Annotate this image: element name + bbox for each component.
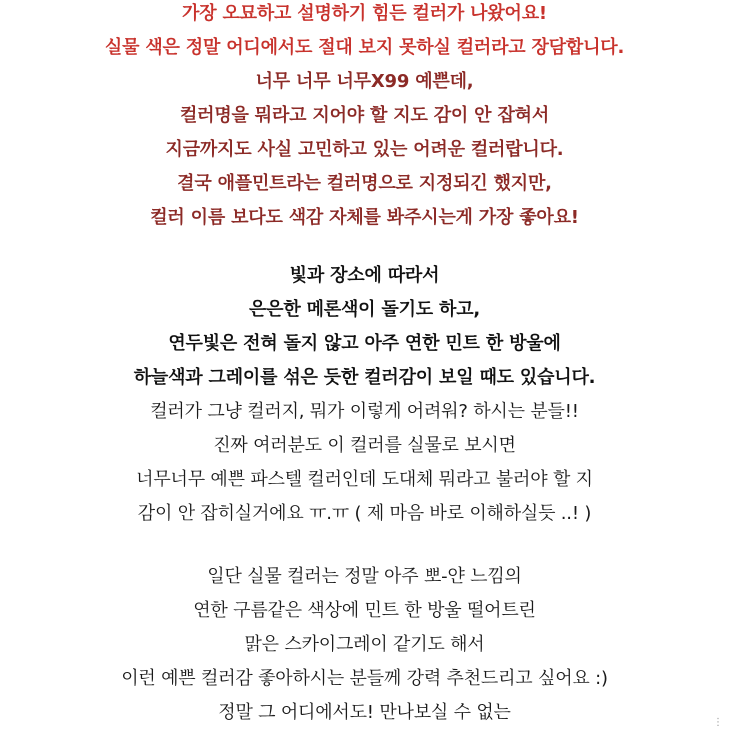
text-line: 연두빛은 전혀 돌지 않고 아주 연한 민트 한 방울에 [168,333,561,354]
text-line: 일단 실물 컬러는 정말 아주 뽀-얀 느낌의 [207,566,522,587]
text-line: 은은한 메론색이 돌기도 하고, [248,299,481,320]
text-line: 컬러가 그냥 컬러지, 뭐가 이렇게 어려워? 하시는 분들!! [150,401,579,422]
text-line: 지금까지도 사실 고민하고 있는 어려운 컬러랍니다. [165,139,564,160]
text-line: 실물 색은 정말 어디에서도 절대 보지 못하실 컬러라고 장담합니다. [104,37,625,58]
text-line: 이런 예쁜 컬러감 좋아하시는 분들께 강력 추천드리고 싶어요 :) [121,668,608,689]
text-line: 맑은 스카이그레이 같기도 해서 [244,634,485,655]
text-line: 감이 안 잡히실거에요 ㅠ.ㅠ ( 제 마음 바로 이해하실듯 ..! ) [137,503,592,524]
scroll-indicator-icon: ⋮ [713,717,723,728]
text-line: 너무 너무 너무X99 예쁜데, [255,71,474,92]
text-line: 가장 오묘하고 설명하기 힘든 컬러가 나왔어요! [182,3,547,24]
text-line: 컬러 이름 보다도 색감 자체를 봐주시는게 가장 좋아요! [150,207,579,228]
text-line: 컬러명을 뭐라고 지어야 할 지도 감이 안 잡혀서 [179,105,550,126]
text-line: 결국 애플민트라는 컬러명으로 지정되긴 했지만, [177,173,552,194]
text-line: 진짜 여러분도 이 컬러를 실물로 보시면 [213,435,516,456]
text-line: 하늘색과 그레이를 섞은 듯한 컬러감이 보일 때도 있습니다. [133,367,596,388]
text-line: 너무너무 예쁜 파스텔 컬러인데 도대체 뭐라고 불러야 할 지 [136,469,593,490]
text-line: 정말 그 어디에서도! 만나보실 수 없는 [218,702,511,723]
text-line: 연한 구름같은 색상에 민트 한 방울 떨어트린 [193,600,536,621]
text-line: 빛과 장소에 따라서 [289,265,440,286]
